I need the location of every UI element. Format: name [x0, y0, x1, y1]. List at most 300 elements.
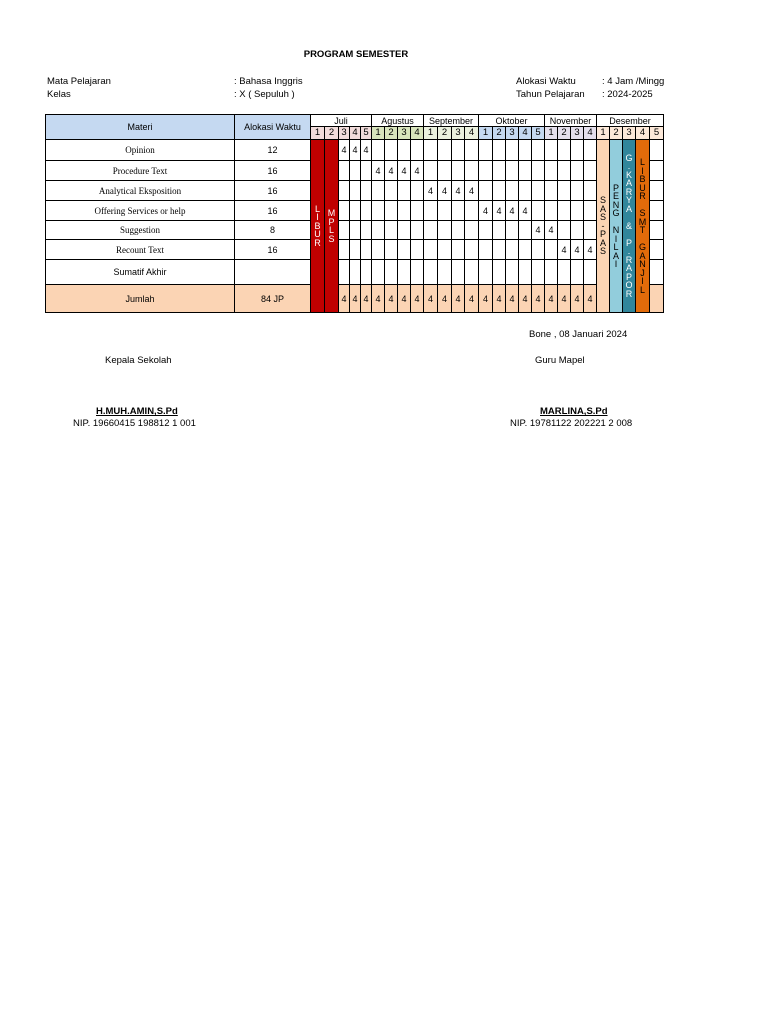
week-cell	[545, 240, 558, 260]
vertical-letter: A	[625, 203, 632, 214]
jumlah-week-cell: 4	[411, 285, 424, 313]
week-cell	[361, 161, 372, 181]
week-cell	[506, 181, 519, 201]
week-cell	[465, 240, 479, 260]
vertical-letter: A	[612, 250, 619, 261]
week-cell	[385, 181, 398, 201]
jumlah-week-cell: 4	[493, 285, 506, 313]
week-desember-1: 1	[597, 127, 610, 140]
materi-alokasi	[235, 260, 311, 285]
week-cell	[411, 140, 424, 161]
week-cell	[361, 260, 372, 285]
vertical-letter: R	[314, 237, 321, 248]
month-oktober: Oktober	[479, 115, 545, 127]
week-cell	[452, 260, 465, 285]
month-september: September	[424, 115, 479, 127]
week-cell	[339, 201, 350, 221]
week-cell	[493, 140, 506, 161]
vertical-letter: A	[625, 263, 632, 274]
allocation-cell: 4	[398, 161, 411, 181]
week-cell	[438, 201, 452, 221]
week-cell	[411, 201, 424, 221]
vertical-letter: I	[641, 165, 644, 176]
week-cell	[361, 221, 372, 240]
mpls-vertical-label-text	[325, 209, 338, 243]
week-cell	[558, 260, 571, 285]
vertical-letter: N	[612, 199, 620, 210]
vertical-letter: I	[614, 259, 618, 269]
week-cell	[385, 240, 398, 260]
week-cell	[465, 161, 479, 181]
week-cell	[372, 201, 385, 221]
week-cell	[438, 221, 452, 240]
vertical-letter: M	[638, 216, 647, 227]
week-cell	[545, 181, 558, 201]
week-cell	[411, 221, 424, 240]
materi-row	[46, 221, 664, 240]
jumlah-week-cell: 4	[361, 285, 372, 313]
week-cell	[438, 140, 452, 161]
allocation-cell: 4	[545, 221, 558, 240]
vertical-letter: U	[639, 182, 646, 193]
week-cell	[398, 201, 411, 221]
jumlah-week-cell: 4	[398, 285, 411, 313]
week-cell	[372, 181, 385, 201]
vertical-letter: T	[639, 225, 646, 235]
allocation-cell: 4	[571, 240, 584, 260]
label-tahun-pelajaran: Tahun Pelajaran	[516, 89, 585, 100]
week-cell	[506, 140, 519, 161]
week-cell	[350, 181, 361, 201]
libur-smt-ganjil-vertical-label	[636, 140, 650, 313]
vertical-letter: I	[641, 276, 644, 286]
week-juli-3: 3	[339, 127, 350, 140]
vertical-letter: I	[316, 212, 319, 223]
materi-name: Offering Services or help	[46, 201, 235, 221]
week-november-4: 4	[584, 127, 597, 140]
week-september-3: 3	[452, 127, 465, 140]
month-agustus: Agustus	[372, 115, 424, 127]
week-cell	[558, 161, 571, 181]
week-cell	[411, 181, 424, 201]
vertical-letter: S	[639, 208, 646, 218]
vertical-letter: R	[625, 288, 633, 299]
week-cell	[438, 161, 452, 181]
g-karya-rapor-vertical-label	[623, 140, 636, 313]
week-cell	[650, 181, 664, 201]
sas-pas-vertical-label	[597, 140, 610, 313]
signatory-nip-right: NIP. 19781122 202221 2 008	[510, 418, 633, 429]
vertical-letter: .	[627, 246, 631, 257]
allocation-cell: 4	[532, 221, 545, 240]
allocation-cell: 4	[558, 240, 571, 260]
week-cell	[506, 240, 519, 260]
page-title: PROGRAM SEMESTER	[303, 49, 409, 60]
label-alokasi-waktu: Alokasi Waktu	[516, 76, 576, 87]
week-cell	[398, 181, 411, 201]
jumlah-week-cell: 4	[532, 285, 545, 313]
value-kelas: : X ( Sepuluh )	[234, 89, 295, 100]
week-cell	[372, 140, 385, 161]
vertical-letter: U	[314, 229, 321, 240]
week-cell	[424, 221, 438, 240]
vertical-letter: A	[599, 237, 606, 248]
vertical-letter: L	[328, 225, 334, 235]
week-cell	[493, 240, 506, 260]
vertical-letter: P	[612, 182, 619, 193]
vertical-letter: G	[638, 242, 646, 252]
vertical-letter: N	[639, 259, 646, 269]
week-cell	[424, 161, 438, 181]
week-cell	[493, 221, 506, 240]
month-juli: Juli	[311, 115, 372, 127]
week-cell	[372, 240, 385, 260]
week-cell	[584, 181, 597, 201]
week-juli-4: 4	[350, 127, 361, 140]
jumlah-week-cell: 4	[506, 285, 519, 313]
materi-row	[46, 161, 664, 181]
week-cell	[571, 181, 584, 201]
week-cell	[385, 140, 398, 161]
week-cell	[584, 221, 597, 240]
week-cell	[650, 240, 664, 260]
allocation-cell: 4	[452, 181, 465, 201]
vertical-letter: S	[328, 233, 335, 244]
materi-name: Analytical Eksposition	[46, 181, 235, 201]
allocation-cell: 4	[438, 181, 452, 201]
jumlah-week-cell: 4	[452, 285, 465, 313]
week-cell	[519, 221, 532, 240]
week-agustus-4: 4	[411, 127, 424, 140]
week-cell	[545, 140, 558, 161]
week-cell	[361, 201, 372, 221]
allocation-cell: 4	[493, 201, 506, 221]
materi-alokasi: 8	[235, 221, 311, 240]
week-cell	[465, 201, 479, 221]
week-cell	[519, 240, 532, 260]
vertical-letter: B	[639, 174, 646, 184]
week-cell	[339, 181, 350, 201]
vertical-letter: G	[625, 152, 633, 163]
week-cell	[452, 221, 465, 240]
week-cell	[385, 201, 398, 221]
vertical-letter: G	[612, 208, 620, 218]
week-cell	[361, 240, 372, 260]
materi-name: Procedure Text	[46, 161, 235, 181]
week-cell	[452, 161, 465, 181]
vertical-letter: N	[612, 225, 620, 235]
week-cell	[584, 161, 597, 181]
month-november: November	[545, 115, 597, 127]
allocation-cell: 4	[479, 201, 493, 221]
week-cell	[398, 240, 411, 260]
signatory-name-left: H.MUH.AMIN,S.Pd	[96, 406, 178, 417]
vertical-letter: .	[627, 161, 631, 172]
label-kelas: Kelas	[47, 89, 71, 100]
week-cell	[519, 260, 532, 285]
week-cell	[424, 260, 438, 285]
week-cell	[411, 260, 424, 285]
week-cell	[350, 201, 361, 221]
allocation-cell: 4	[584, 240, 597, 260]
week-cell	[532, 140, 545, 161]
vertical-letter: S	[599, 246, 606, 257]
vertical-letter: &	[625, 220, 632, 231]
role-kepala-sekolah: Kepala Sekolah	[105, 355, 172, 366]
allocation-cell: 4	[361, 140, 372, 161]
materi-alokasi: 16	[235, 201, 311, 221]
allocation-cell: 4	[424, 181, 438, 201]
week-november-3: 3	[571, 127, 584, 140]
jumlah-week-cell: 4	[350, 285, 361, 313]
vertical-letter: S	[599, 212, 606, 223]
week-cell	[571, 161, 584, 181]
week-cell	[532, 240, 545, 260]
week-cell	[465, 221, 479, 240]
g-karya-rapor-vertical-label-text	[623, 154, 635, 299]
signatory-name-right: MARLINA,S.Pd	[540, 406, 608, 417]
week-cell	[493, 181, 506, 201]
vertical-letter: P	[625, 237, 632, 248]
sas-pas-vertical-label-text	[597, 196, 609, 256]
materi-rows	[46, 140, 664, 313]
allocation-cell: 4	[506, 201, 519, 221]
week-cell	[650, 140, 664, 161]
week-cell	[584, 201, 597, 221]
allocation-cell: 4	[385, 161, 398, 181]
week-september-2: 2	[438, 127, 452, 140]
week-oktober-4: 4	[519, 127, 532, 140]
week-cell	[339, 161, 350, 181]
peng-nilai-vertical-label-text	[610, 184, 622, 269]
vertical-letter: B	[314, 220, 321, 231]
week-cell	[545, 260, 558, 285]
materi-name: Suggestion	[46, 221, 235, 240]
materi-row	[46, 140, 664, 161]
week-oktober-2: 2	[493, 127, 506, 140]
week-oktober-1: 1	[479, 127, 493, 140]
materi-alokasi: 16	[235, 161, 311, 181]
week-cell	[465, 140, 479, 161]
vertical-letter: P	[599, 229, 606, 240]
week-september-1: 1	[424, 127, 438, 140]
vertical-letter: L	[639, 157, 645, 167]
month-desember: Desember	[597, 115, 664, 127]
week-agustus-3: 3	[398, 127, 411, 140]
jumlah-week-cell: 4	[339, 285, 350, 313]
week-cell	[493, 260, 506, 285]
vertical-letter: I	[614, 233, 618, 244]
jumlah-week-cell: 4	[545, 285, 558, 313]
place-date: Bone , 08 Januari 2024	[529, 329, 628, 340]
vertical-letter: J	[640, 267, 645, 278]
jumlah-week-cell: 4	[584, 285, 597, 313]
week-juli-2: 2	[325, 127, 339, 140]
jumlah-week-cell: 4	[479, 285, 493, 313]
week-november-2: 2	[558, 127, 571, 140]
week-cell	[372, 221, 385, 240]
week-cell	[558, 181, 571, 201]
jumlah-week-cell: 4	[424, 285, 438, 313]
week-cell	[519, 181, 532, 201]
week-cell	[506, 260, 519, 285]
jumlah-week-cell: 4	[519, 285, 532, 313]
materi-row	[46, 181, 664, 201]
jumlah-week-cell: 4	[372, 285, 385, 313]
materi-name: Recount Text	[46, 240, 235, 260]
vertical-letter: P	[328, 216, 335, 227]
week-cell	[424, 140, 438, 161]
week-cell	[452, 240, 465, 260]
week-agustus-1: 1	[372, 127, 385, 140]
libur-vertical-label	[311, 140, 325, 313]
week-cell	[385, 221, 398, 240]
week-cell	[519, 140, 532, 161]
vertical-letter: E	[612, 191, 619, 201]
week-cell	[339, 221, 350, 240]
week-cell	[398, 140, 411, 161]
vertical-letter: A	[625, 178, 632, 189]
signatory-nip-left: NIP. 19660415 198812 1 001	[73, 418, 196, 429]
value-alokasi-waktu: : 4 Jam /Mingg	[602, 76, 665, 87]
week-cell	[571, 201, 584, 221]
vertical-letter: L	[639, 284, 645, 295]
week-cell	[493, 161, 506, 181]
week-cell	[411, 240, 424, 260]
allocation-cell: 4	[519, 201, 532, 221]
week-cell	[532, 181, 545, 201]
materi-alokasi: 16	[235, 240, 311, 260]
allocation-cell: 4	[350, 140, 361, 161]
week-cell	[479, 181, 493, 201]
week-cell	[571, 221, 584, 240]
allocation-cell: 4	[465, 181, 479, 201]
program-semester-table	[45, 114, 664, 313]
vertical-letter: L	[314, 203, 320, 214]
jumlah-week-cell: 4	[438, 285, 452, 313]
week-cell	[558, 140, 571, 161]
materi-name: Sumatif Akhir	[46, 260, 235, 285]
vertical-letter: R	[625, 254, 633, 265]
vertical-letter: O	[625, 280, 633, 291]
week-cell	[424, 240, 438, 260]
peng-nilai-vertical-label	[610, 140, 623, 313]
materi-row	[46, 260, 664, 285]
vertical-letter: Y	[625, 195, 632, 206]
week-cell	[465, 260, 479, 285]
allocation-cell: 4	[339, 140, 350, 161]
week-desember-4: 4	[636, 127, 650, 140]
week-juli-5: 5	[361, 127, 372, 140]
week-cell	[532, 161, 545, 181]
week-cell	[339, 260, 350, 285]
week-cell	[650, 161, 664, 181]
materi-row	[46, 240, 664, 260]
jumlah-value: 84 JP	[235, 285, 311, 313]
jumlah-week-cell: 4	[385, 285, 398, 313]
week-oktober-5: 5	[532, 127, 545, 140]
week-cell	[350, 240, 361, 260]
vertical-letter: -	[601, 220, 605, 231]
week-oktober-3: 3	[506, 127, 519, 140]
week-cell	[532, 260, 545, 285]
role-guru-mapel: Guru Mapel	[535, 355, 585, 366]
libur-smt-ganjil-vertical-label-text	[636, 158, 649, 294]
week-cell	[584, 140, 597, 161]
week-cell	[650, 285, 664, 313]
vertical-letter: R	[639, 191, 646, 201]
week-cell	[350, 221, 361, 240]
materi-alokasi: 16	[235, 181, 311, 201]
week-cell	[438, 260, 452, 285]
value-tahun-pelajaran: : 2024-2025	[602, 89, 653, 100]
week-desember-5: 5	[650, 127, 664, 140]
jumlah-week-cell: 4	[571, 285, 584, 313]
value-mata-pelajaran: : Bahasa Inggris	[234, 76, 303, 87]
week-cell	[398, 221, 411, 240]
week-cell	[650, 221, 664, 240]
week-cell	[571, 260, 584, 285]
week-cell	[545, 161, 558, 181]
jumlah-week-cell: 4	[558, 285, 571, 313]
header-materi: Materi	[46, 115, 235, 140]
vertical-letter: M	[327, 208, 336, 218]
week-cell	[339, 240, 350, 260]
week-desember-3: 3	[623, 127, 636, 140]
vertical-letter: A	[599, 203, 606, 214]
week-cell	[479, 240, 493, 260]
week-cell	[479, 161, 493, 181]
week-cell	[558, 221, 571, 240]
week-cell	[424, 201, 438, 221]
materi-alokasi: 12	[235, 140, 311, 161]
label-mata-pelajaran: Mata Pelajaran	[47, 76, 111, 87]
vertical-letter: K	[625, 169, 632, 180]
week-cell	[361, 181, 372, 201]
week-cell	[398, 260, 411, 285]
week-cell	[438, 240, 452, 260]
week-cell	[506, 221, 519, 240]
week-cell	[545, 201, 558, 221]
week-cell	[650, 260, 664, 285]
jumlah-row	[46, 285, 664, 313]
header-alokasi-waktu: Alokasi Waktu	[235, 115, 311, 140]
mpls-vertical-label	[325, 140, 339, 313]
week-cell	[532, 201, 545, 221]
week-cell	[519, 161, 532, 181]
allocation-cell: 4	[411, 161, 424, 181]
week-desember-2: 2	[610, 127, 623, 140]
week-agustus-2: 2	[385, 127, 398, 140]
vertical-letter: L	[613, 242, 619, 252]
vertical-letter: S	[599, 195, 606, 206]
vertical-letter: R	[625, 186, 633, 197]
week-november-1: 1	[545, 127, 558, 140]
vertical-letter: P	[625, 271, 632, 282]
materi-row	[46, 201, 664, 221]
week-juli-1: 1	[311, 127, 325, 140]
week-cell	[385, 260, 398, 285]
week-cell	[571, 140, 584, 161]
vertical-letter: A	[639, 250, 646, 261]
materi-name: Opinion	[46, 140, 235, 161]
week-cell	[372, 260, 385, 285]
week-cell	[584, 260, 597, 285]
week-cell	[452, 201, 465, 221]
week-cell	[479, 221, 493, 240]
week-cell	[452, 140, 465, 161]
libur-vertical-label-text	[311, 205, 324, 248]
